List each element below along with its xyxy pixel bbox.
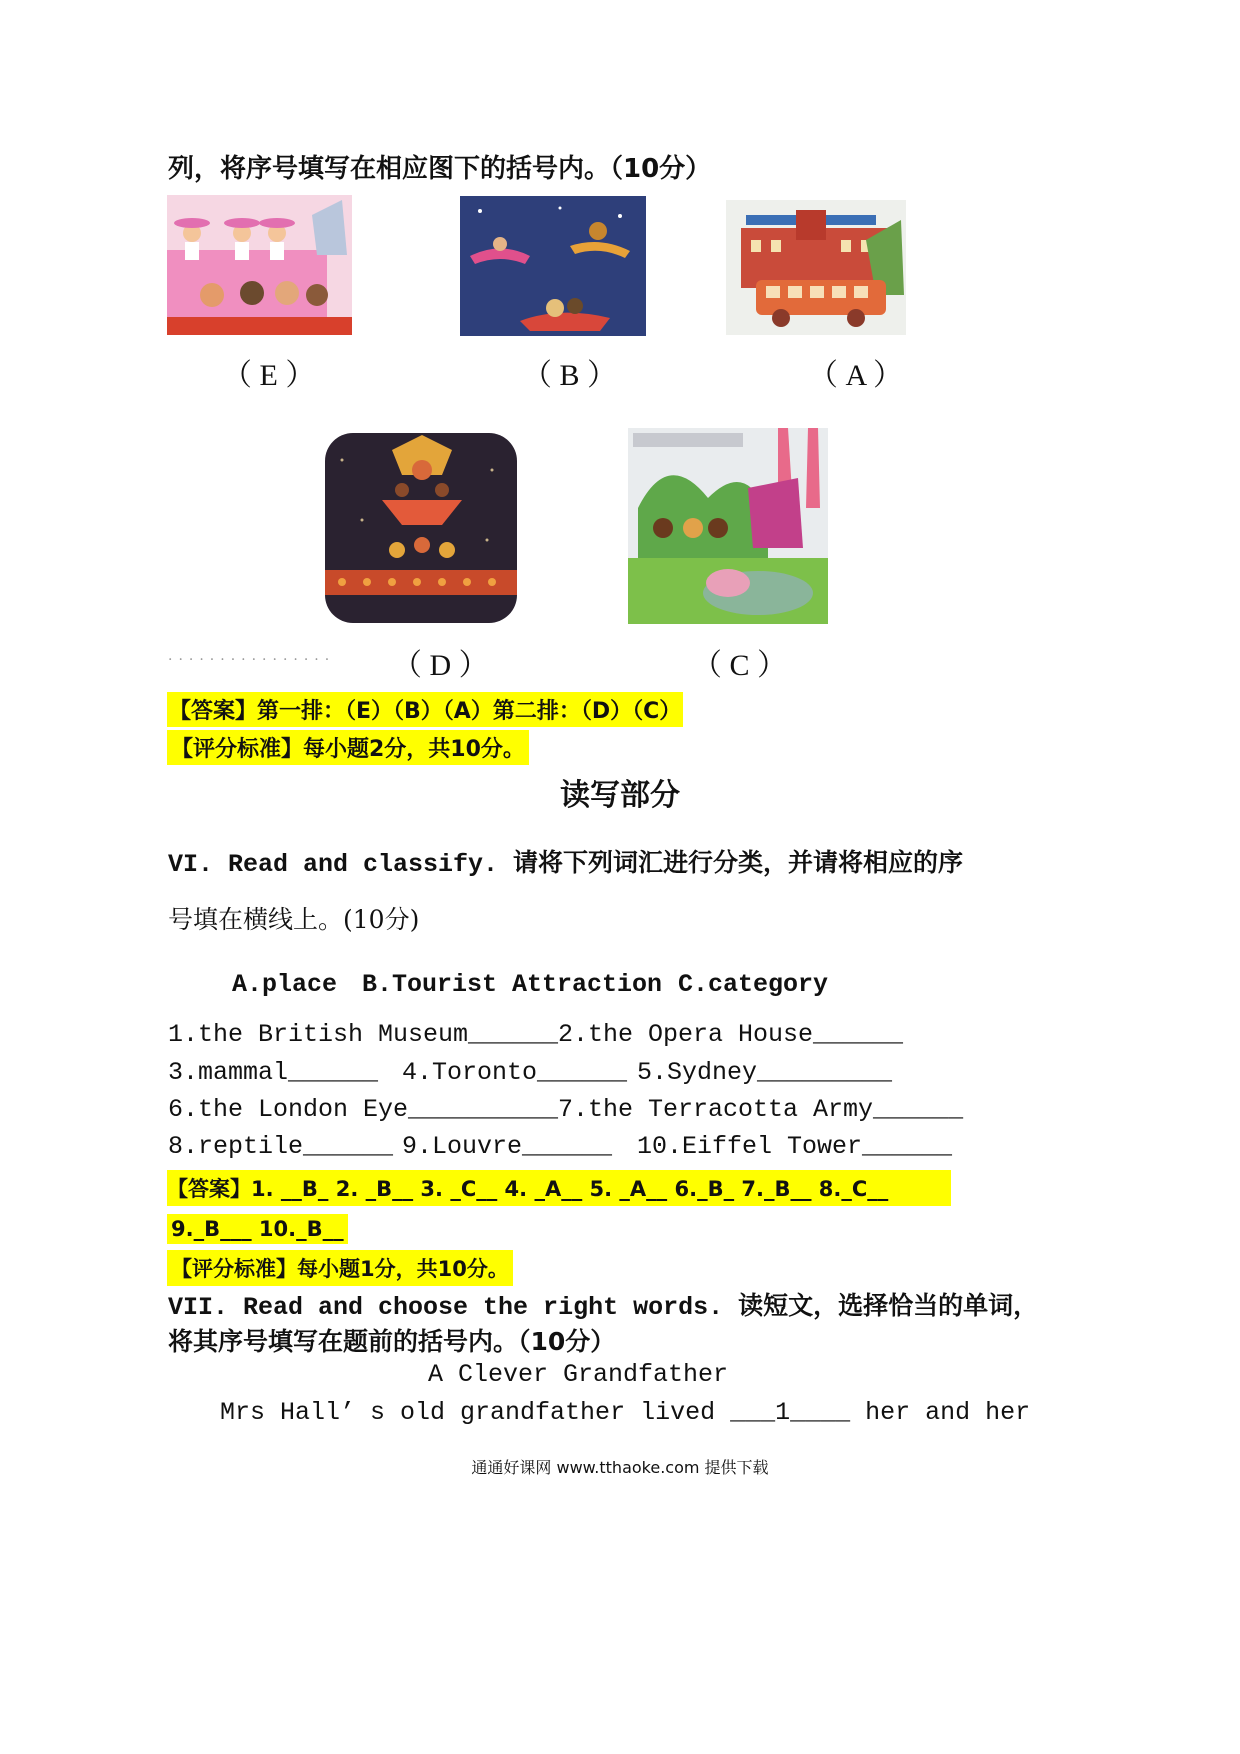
picture-answer-3: （ A ）: [808, 359, 904, 392]
section6-scoring: 【评分标准】每小题1分，共10分。: [167, 1250, 513, 1286]
picture-answer-1: （ E ）: [222, 359, 316, 392]
classify-item-5: 5.Sydney_________: [637, 1058, 893, 1087]
classify-item-8: 8.reptile______: [168, 1132, 394, 1161]
picture-answer-5: （ C ）: [692, 649, 788, 682]
section6-title-line1: VI. Read and classify. 请将下列词汇进行分类，并请将相应的序: [168, 850, 964, 879]
scoring-note: 【评分标准】每小题2分，共10分。: [167, 730, 529, 765]
section6-title-line2: 号填在横线上。(10分): [168, 905, 420, 934]
story-title: A Clever Grandfather: [428, 1360, 729, 1389]
page-footer: 通通好课网 www.tthaoke.com 提供下载: [471, 1458, 769, 1477]
section-heading: 读写部分: [560, 778, 680, 813]
classify-item-1: 1.the British Museum______: [168, 1020, 559, 1049]
classify-item-4: 4.Toronto______: [402, 1058, 628, 1087]
flying-carpet-night-icon: [460, 196, 646, 336]
jungle-hippo-giraffe-icon: [628, 428, 828, 624]
leader-dots: ················: [168, 652, 336, 668]
classify-item-9: 9.Louvre______: [402, 1132, 613, 1161]
section6-answer-line1: 【答案】1. __B_ 2. _B__ 3. _C__ 4. _A__ 5. _A__ 6._B_ 7._B__ 8._C__: [167, 1170, 951, 1206]
category-tourist-attraction: B.Tourist Attraction: [362, 970, 663, 999]
classify-item-3: 3.mammal______: [168, 1058, 379, 1087]
picture-answer-2: （ B ）: [522, 359, 618, 392]
answer-key: 【答案】第一排：（E）（B）（A）第二排：（D）（C）: [167, 692, 683, 727]
category-category: C.category: [678, 970, 829, 999]
train-station-icon: [726, 200, 906, 335]
section7-title-line1: VII. Read and choose the right words. 读短文，选择恰当的单词，: [168, 1293, 1039, 1322]
instruction-text: 列，将序号填写在相应图下的括号内。（10分）: [168, 154, 712, 184]
section7-title-line2: 将其序号填写在题前的括号内。（10分）: [168, 1327, 616, 1356]
stage-children-audience-icon: [167, 195, 352, 335]
picture-answer-4: （ D ）: [392, 649, 489, 682]
classify-item-6: 6.the London Eye__________: [168, 1095, 559, 1124]
category-place: A.place: [232, 970, 338, 999]
dancers-tower-icon: [322, 430, 520, 626]
classify-item-7: 7.the Terracotta Army______: [558, 1095, 964, 1124]
classify-item-10: 10.Eiffel Tower______: [637, 1132, 953, 1161]
section6-answer-line2: 9._B___ 10._B__: [167, 1214, 348, 1244]
classify-item-2: 2.the Opera House______: [558, 1020, 904, 1049]
story-line-1: Mrs Hall’ s old grandfather lived ___1____ her and her: [220, 1398, 1031, 1427]
